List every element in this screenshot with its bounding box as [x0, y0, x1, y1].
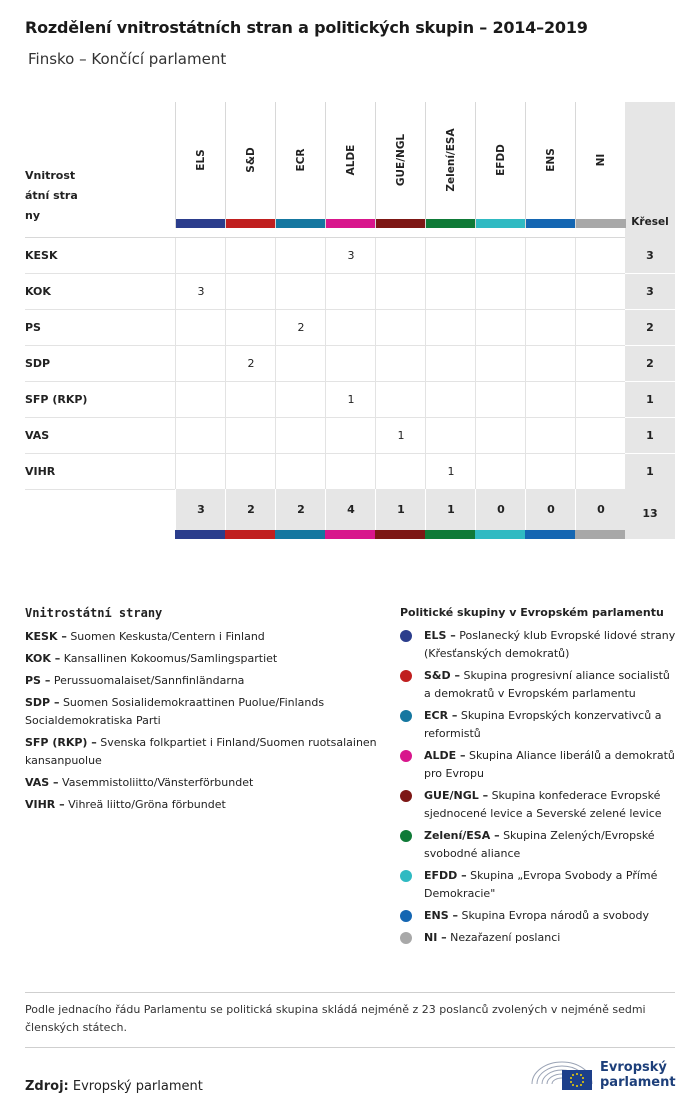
political-groups-heading: Politické skupiny v Evropském parlamentu — [400, 606, 664, 619]
seat-count: 1 — [625, 454, 675, 490]
table-cell — [525, 310, 576, 345]
group-color-bar — [426, 219, 476, 228]
seat-count: 1 — [625, 382, 675, 418]
group-color-bar — [475, 530, 525, 539]
source-label: Zdroj: — [25, 1079, 69, 1094]
table-cell — [575, 418, 626, 453]
group-total: 0 — [575, 489, 626, 530]
group-column-label: ENS — [545, 148, 557, 172]
group-color-bar — [525, 530, 575, 539]
group-column-label: EFDD — [495, 144, 507, 176]
group-color-bar — [225, 530, 275, 539]
group-column-header — [425, 102, 476, 228]
group-abbreviation: S&D – — [424, 669, 460, 682]
table-cell — [175, 418, 226, 453]
footnote: Podle jednacího řádu Parlamentu se politická skupina skládá nejméně z 23 poslanců zvolených v nejméně sedmi členských státech. — [25, 992, 675, 1048]
seat-distribution-table — [25, 102, 675, 539]
group-color-bar — [376, 219, 426, 228]
group-column-header — [275, 102, 326, 228]
table-cell: 3 — [175, 274, 226, 309]
national-party-item — [25, 734, 380, 770]
group-column-label: S&D — [245, 147, 257, 173]
table-cell — [425, 382, 476, 417]
group-abbreviation: ENS – — [424, 909, 458, 922]
group-column-header — [475, 102, 526, 228]
table-cell: 1 — [425, 454, 476, 489]
party-name: SDP — [25, 357, 51, 370]
table-row — [25, 418, 675, 454]
row-header-label: Vnitrost átní strany — [25, 169, 78, 222]
political-group-item — [400, 747, 680, 783]
table-cell — [175, 454, 226, 489]
table-cell — [375, 454, 426, 489]
group-full-name: Skupina Aliance liberálů a demokratů pro Evropu — [424, 749, 675, 780]
table-cell — [475, 382, 526, 417]
group-abbreviation: GUE/NGL – — [424, 789, 489, 802]
political-group-item — [400, 627, 680, 663]
party-abbreviation: SFP (RKP) – — [25, 736, 97, 749]
table-cell — [225, 238, 276, 273]
totals-row — [25, 489, 675, 539]
group-column-header — [375, 102, 426, 228]
table-cell — [275, 274, 326, 309]
seat-count: 3 — [625, 274, 675, 310]
table-cell: 1 — [325, 382, 376, 417]
page-subtitle: Finsko – Končící parlament — [28, 50, 227, 68]
group-color-bar — [526, 219, 576, 228]
political-group-item — [400, 827, 680, 863]
group-total: 2 — [225, 489, 276, 530]
political-group-item — [400, 667, 680, 703]
group-color-dot-icon — [400, 870, 412, 882]
table-cell — [525, 418, 576, 453]
group-column-header — [175, 102, 226, 228]
seat-count: 1 — [625, 418, 675, 454]
party-name: VAS — [25, 429, 50, 442]
group-total: 1 — [425, 489, 476, 530]
table-row — [25, 238, 675, 274]
group-total: 0 — [475, 489, 526, 530]
party-abbreviation: KOK – — [25, 652, 61, 665]
table-cell — [325, 310, 376, 345]
table-cell — [375, 238, 426, 273]
group-color-dot-icon — [400, 750, 412, 762]
group-color-dot-icon — [400, 932, 412, 944]
party-name: PS — [25, 321, 41, 334]
group-abbreviation: ALDE – — [424, 749, 466, 762]
political-group-item — [400, 907, 680, 925]
group-full-name: Nezařazení poslanci — [450, 931, 561, 944]
table-cell — [175, 382, 226, 417]
table-cell — [425, 418, 476, 453]
group-abbreviation: EFDD – — [424, 869, 467, 882]
table-row — [25, 274, 675, 310]
party-abbreviation: SDP – — [25, 696, 60, 709]
table-cell — [575, 274, 626, 309]
table-cell — [425, 346, 476, 381]
national-party-item — [25, 796, 380, 814]
source-value: Evropský parlament — [72, 1079, 203, 1094]
table-cell — [225, 418, 276, 453]
group-column-label: NI — [595, 153, 607, 167]
party-abbreviation: PS – — [25, 674, 51, 687]
group-abbreviation: ECR – — [424, 709, 458, 722]
logo-text-line2: parlament — [600, 1075, 676, 1090]
group-color-dot-icon — [400, 630, 412, 642]
table-cell — [175, 310, 226, 345]
group-color-bar — [325, 530, 375, 539]
group-column-label: GUE/NGL — [395, 133, 407, 187]
party-name: SFP (RKP) — [25, 393, 88, 406]
group-column-header — [225, 102, 276, 228]
party-full-name: Perussuomalaiset/Sannfinländarna — [53, 674, 245, 687]
national-party-item — [25, 774, 380, 792]
table-row — [25, 346, 675, 382]
group-color-dot-icon — [400, 790, 412, 802]
table-cell — [525, 346, 576, 381]
group-full-name: Skupina Evropských konzervativců a reformistů — [424, 709, 662, 740]
group-column-label: ECR — [295, 148, 307, 172]
table-cell — [525, 274, 576, 309]
table-cell — [375, 382, 426, 417]
group-color-dot-icon — [400, 910, 412, 922]
group-total: 4 — [325, 489, 376, 530]
table-cell — [425, 274, 476, 309]
table-cell — [475, 274, 526, 309]
table-cell — [425, 238, 476, 273]
table-row — [25, 310, 675, 346]
national-party-item — [25, 650, 380, 668]
seat-count: 3 — [625, 238, 675, 274]
political-group-item — [400, 707, 680, 743]
group-total: 3 — [175, 489, 226, 530]
group-color-bar — [176, 219, 226, 228]
party-abbreviation: VIHR – — [25, 798, 65, 811]
national-party-item — [25, 694, 380, 730]
group-full-name: Skupina Zelených/Evropské svobodné aliance — [424, 829, 655, 860]
table-cell — [575, 454, 626, 489]
table-cell — [225, 274, 276, 309]
political-group-item — [400, 867, 680, 903]
party-abbreviation: VAS – — [25, 776, 59, 789]
table-header — [25, 102, 675, 238]
party-name: VIHR — [25, 465, 56, 478]
group-color-bar — [275, 530, 325, 539]
group-color-bar — [375, 530, 425, 539]
table-cell — [275, 346, 326, 381]
table-cell: 2 — [225, 346, 276, 381]
table-cell — [525, 454, 576, 489]
group-column-header — [575, 102, 626, 228]
group-full-name: Skupina progresivní aliance socialistů a demokratů v Evropském parlamentu — [424, 669, 670, 700]
table-cell — [475, 454, 526, 489]
table-cell — [225, 382, 276, 417]
table-cell — [475, 346, 526, 381]
table-cell — [275, 418, 326, 453]
political-group-item — [400, 787, 680, 823]
group-color-bar — [226, 219, 276, 228]
group-column-label: ELS — [195, 149, 207, 171]
group-color-dot-icon — [400, 670, 412, 682]
page-title: Rozdělení vnitrostátních stran a politických skupin – 2014–2019 — [25, 18, 588, 37]
table-cell — [325, 274, 376, 309]
table-cell — [375, 346, 426, 381]
group-total: 0 — [525, 489, 576, 530]
table-cell — [325, 418, 376, 453]
table-cell — [475, 418, 526, 453]
party-full-name: Vihreä liitto/Gröna förbundet — [68, 798, 226, 811]
national-party-item — [25, 672, 380, 690]
grand-total: 13 — [625, 489, 675, 539]
table-cell — [325, 454, 376, 489]
group-color-bar — [175, 530, 225, 539]
party-abbreviation: KESK – — [25, 630, 67, 643]
political-group-item — [400, 929, 680, 947]
table-cell: 1 — [375, 418, 426, 453]
table-cell — [325, 346, 376, 381]
party-name: KESK — [25, 249, 58, 262]
party-full-name: Suomen Keskusta/Centern i Finland — [70, 630, 265, 643]
parliament-hemicycle-icon — [528, 1054, 596, 1094]
party-full-name: Suomen Sosialidemokraattinen Puolue/Finlands Socialdemokratiska Parti — [25, 696, 325, 727]
table-cell — [175, 238, 226, 273]
table-cell — [375, 310, 426, 345]
logo-text-line1: Evropský — [600, 1060, 667, 1075]
national-parties-heading: Vnitrostátní strany — [25, 606, 163, 620]
group-color-bar — [476, 219, 526, 228]
group-color-bar — [576, 219, 626, 228]
group-full-name: Skupina konfederace Evropské sjednocené levice a Severské zelené levice — [424, 789, 662, 820]
party-full-name: Vasemmistoliitto/Vänsterförbundet — [62, 776, 254, 789]
group-abbreviation: ELS – — [424, 629, 456, 642]
table-cell: 2 — [275, 310, 326, 345]
group-full-name: Skupina Evropa národů a svobody — [461, 909, 649, 922]
table-cell — [575, 238, 626, 273]
table-cell — [525, 238, 576, 273]
table-cell — [575, 382, 626, 417]
table-cell — [275, 238, 326, 273]
group-abbreviation: NI – — [424, 931, 447, 944]
european-parliament-logo — [528, 1054, 678, 1094]
group-abbreviation: Zelení/ESA – — [424, 829, 500, 842]
group-column-header — [525, 102, 576, 228]
party-name: KOK — [25, 285, 51, 298]
table-cell — [275, 454, 326, 489]
group-color-dot-icon — [400, 710, 412, 722]
group-color-bar — [425, 530, 475, 539]
group-total: 1 — [375, 489, 426, 530]
table-cell — [275, 382, 326, 417]
table-cell — [225, 454, 276, 489]
group-color-bar — [575, 530, 625, 539]
party-full-name: Kansallinen Kokoomus/Samlingspartiet — [63, 652, 278, 665]
table-cell — [475, 310, 526, 345]
table-cell — [225, 310, 276, 345]
table-cell — [175, 346, 226, 381]
group-total: 2 — [275, 489, 326, 530]
political-groups-legend — [400, 606, 680, 951]
seat-count: 2 — [625, 310, 675, 346]
party-full-name: Svenska folkpartiet i Finland/Suomen ruotsalainen kansanpuolue — [25, 736, 377, 767]
group-column-label: Zelení/ESA — [445, 128, 457, 192]
table-cell — [575, 346, 626, 381]
group-full-name: Skupina „Evropa Svobody a Přímé Demokracie" — [424, 869, 658, 900]
group-column-header — [325, 102, 376, 228]
table-row — [25, 382, 675, 418]
seats-column-header: Křesel — [625, 102, 675, 238]
seat-count: 2 — [625, 346, 675, 382]
table-cell — [375, 274, 426, 309]
group-color-bar — [276, 219, 326, 228]
national-party-item — [25, 628, 380, 646]
group-color-dot-icon — [400, 830, 412, 842]
table-cell — [425, 310, 476, 345]
source-line — [25, 1079, 203, 1094]
national-parties-legend — [25, 606, 380, 818]
group-full-name: Poslanecký klub Evropské lidové strany (Křesťanských demokratů) — [424, 629, 676, 660]
table-cell: 3 — [325, 238, 376, 273]
group-color-bar — [326, 219, 376, 228]
table-cell — [575, 310, 626, 345]
group-column-label: ALDE — [345, 144, 357, 176]
table-row — [25, 454, 675, 490]
table-cell — [525, 382, 576, 417]
table-cell — [475, 238, 526, 273]
